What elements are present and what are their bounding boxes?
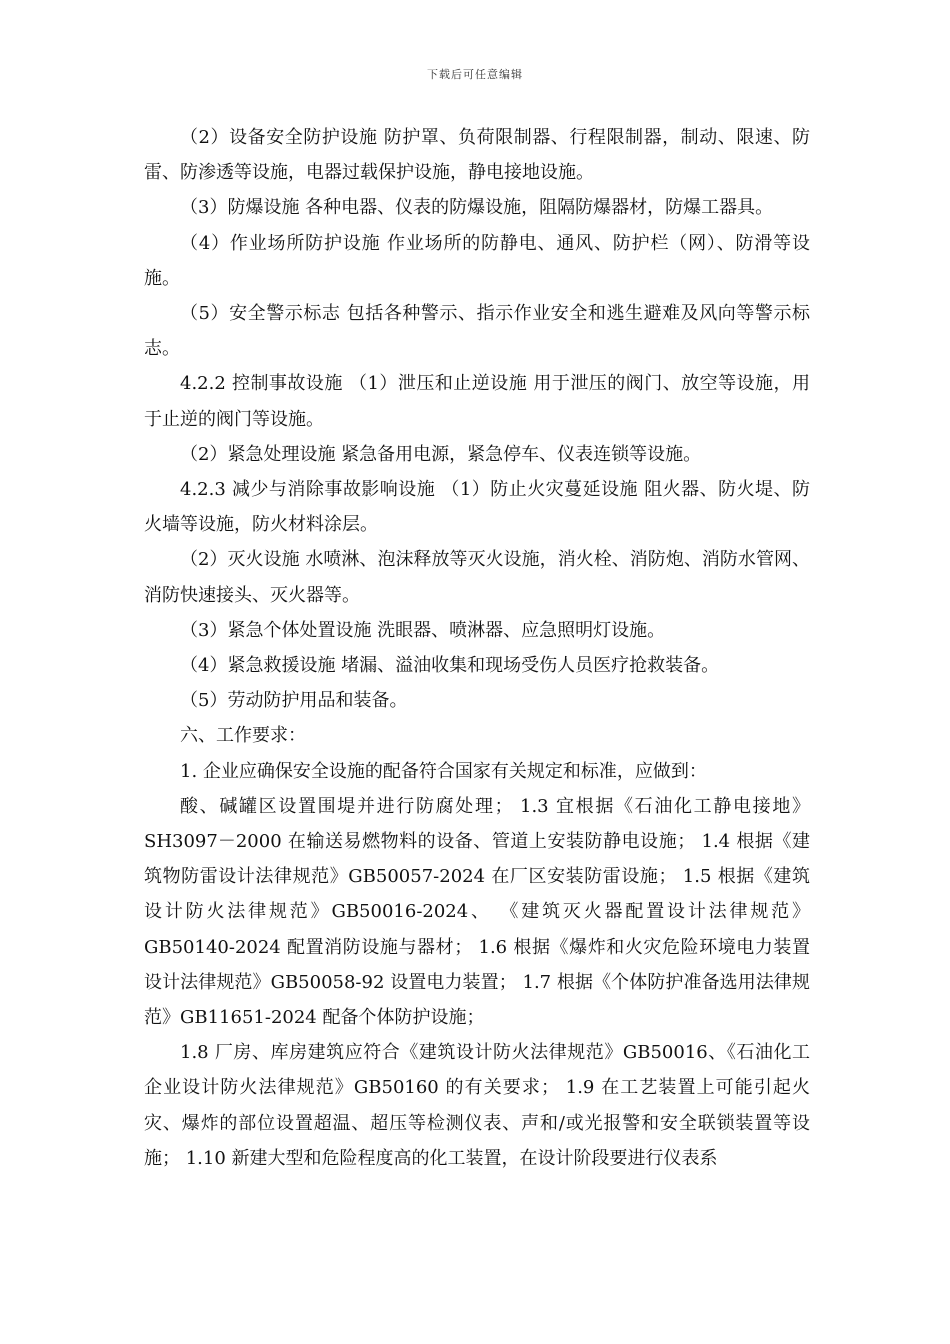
paragraph: （3）防爆设施 各种电器、仪表的防爆设施，阻隔防爆器材，防爆工器具。: [180, 197, 774, 219]
paragraph: （4）紧急救援设施 堵漏、溢油收集和现场受伤人员医疗抢救装备。: [180, 655, 720, 677]
paragraph: 1. 企业应确保安全设施的配备符合国家有关规定和标准，应做到：: [180, 760, 707, 782]
page-header: 下载后可任意编辑: [427, 68, 523, 81]
document-body: [144, 120, 810, 1176]
paragraph: （5）安全警示标志 包括各种警示、指示作业安全和逃生避难及风向等警示标志。: [144, 303, 810, 360]
paragraph: 4.2.2 控制事故设施 （1）泄压和止逆设施 用于泄压的阀门、放空等设施，用于止逆的阀门等设施。: [144, 373, 810, 430]
paragraph: （2）设备安全防护设施 防护罩、负荷限制器、行程限制器，制动、限速、防雷、防渗透等设施，电器过载保护设施，静电接地设施。: [144, 127, 810, 184]
paragraph: （2）灭火设施 水喷淋、泡沫释放等灭火设施，消火栓、消防炮、消防水管网、消防快速接头、灭火器等。: [144, 549, 810, 606]
paragraph: 4.2.3 减少与消除事故影响设施 （1）防止火灾蔓延设施 阻火器、防火堤、防火墙等设施，防火材料涂层。: [144, 479, 810, 536]
paragraph: （3）紧急个体处置设施 洗眼器、喷淋器、应急照明灯设施。: [180, 619, 666, 641]
paragraph: 酸、碱罐区设置围堤并进行防腐处理； 1.3 宜根据《石油化工静电接地》SH3097－2000 在输送易燃物料的设备、管道上安装防静电设施； 1.4 根据《建筑物防雷设计法律规范》GB50057-2024 在厂区安装防雷设施； 1.5 根据《建筑设计防火法律规范》GB50016-2024、 《建筑灭火器配置设计法律规范》GB50140-2024 配置消防设施与器材； 1.6 根据《爆炸和火灾危险环境电力装置设计法律规范》GB50058-92 设置电力装置； 1.7 根据《个体防护准备选用法律规范》GB11651-2024 配备个体防护设施；: [144, 795, 810, 1029]
paragraph: （5）劳动防护用品和装备。: [180, 690, 408, 712]
paragraph: （4）作业场所防护设施 作业场所的防静电、通风、防护栏（网）、防滑等设施。: [144, 232, 810, 289]
section-heading: 六、工作要求：: [180, 725, 306, 747]
paragraph: （2）紧急处理设施 紧急备用电源，紧急停车、仪表连锁等设施。: [180, 443, 702, 465]
paragraph: 1.8 厂房、库房建筑应符合《建筑设计防火法律规范》GB50016、《石油化工企业设计防火法律规范》GB50160 的有关要求； 1.9 在工艺装置上可能引起火灾、爆炸的部位设置超温、超压等检测仪表、声和/或光报警和安全联锁装置等设施； 1.10 新建大型和危险程度高的化工装置，在设计阶段要进行仪表系: [144, 1042, 810, 1169]
